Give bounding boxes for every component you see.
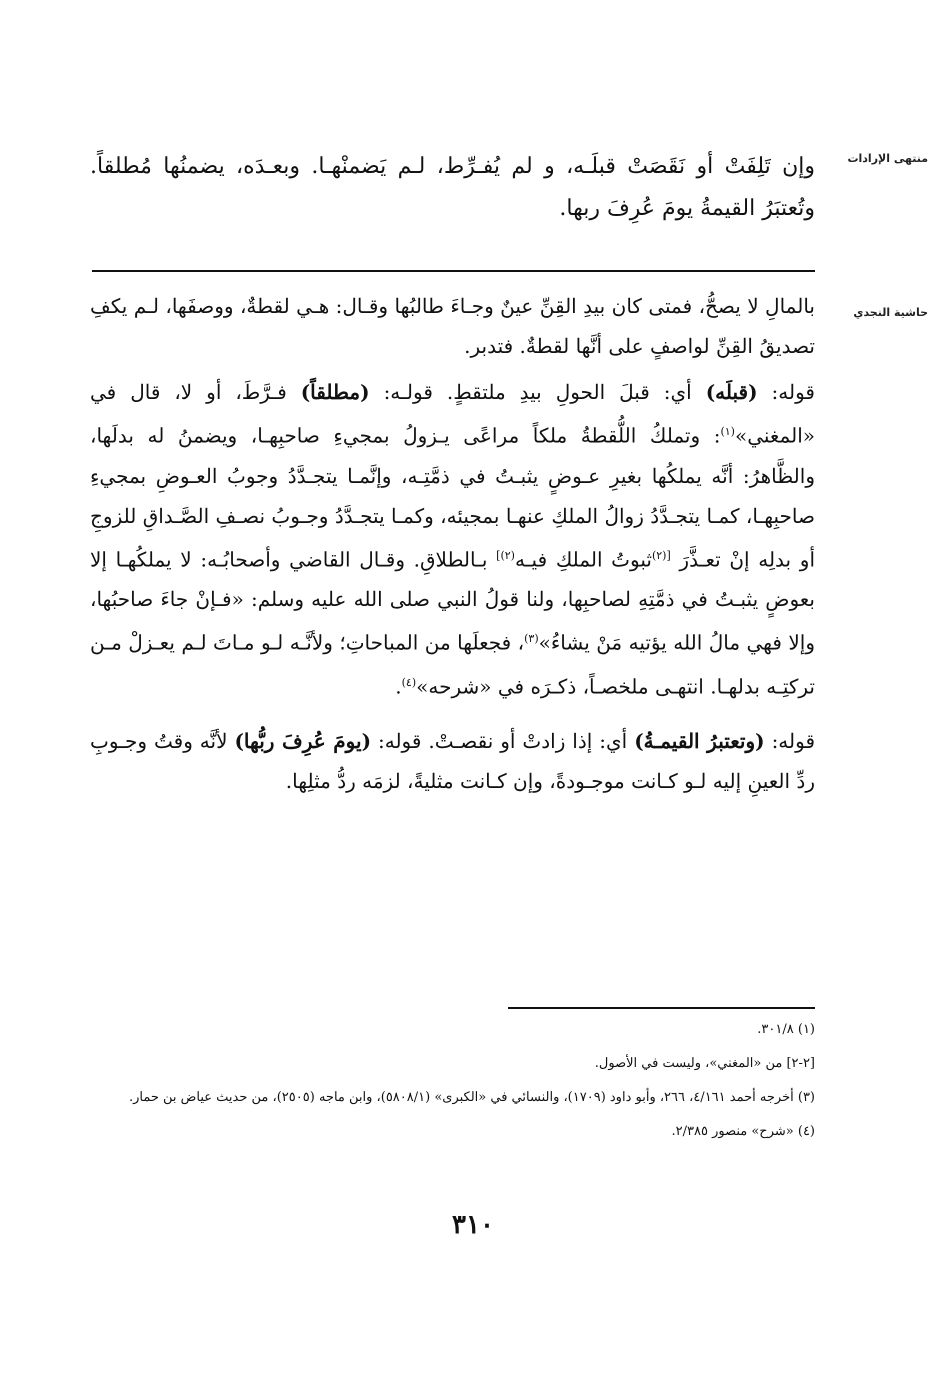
- quote-lead: قوله:: [764, 728, 816, 753]
- sharh-paragraph-3: [90, 721, 815, 801]
- commentary-text: أي: إذا زادتْ أو نقصـتْ. قوله:: [371, 728, 635, 753]
- commentary-text: أي: قبلَ الحولِ بيدِ ملتقطٍ. قولـه:: [369, 380, 706, 404]
- commentary-text: .: [395, 674, 402, 699]
- page-number: ٣١٠: [452, 1210, 494, 1240]
- footnote-divider: [508, 1007, 815, 1009]
- commentary-text: ثبوتُ الملكِ فيـه: [514, 547, 652, 572]
- commentary-text: : وتملكُ اللُّقطةُ ملكاً مراعًى يـزولُ بمجيءِ صاحبِهـا، ويضمنُ له بدلَها، والظَّاهرُ: أنَّه يملكُها بغيرِ عـوضٍ يثبـتُ في ذمَّتِـه، وإنَّمـا يتجـدَّدُ وجوبُ العـوضِ بمجيءِ صاحبِهـا، كمـا يتجـدَّدُ زوالُ الملكِ عنهـا بمجيئه، وكمـا يتجـدَّدُ وجـوبُ نصـفِ الصَّـداقِ للزوجِ أو بدلِه إنْ تعـذَّرَ: [90, 423, 815, 572]
- footnotes: [100, 1018, 815, 1154]
- quoted-term: (مطلقاً): [300, 380, 370, 404]
- commentary-text: لأنَّه وقتُ وجـوبِ ردِّ العينِ إليه لـو كـانت موجـودةً، وإن كـانت مثليةً، لزمَه ردُّ مثلِها.: [90, 728, 815, 793]
- footnote-1: (١) ٣٠١/٨.: [757, 1022, 815, 1037]
- quoted-term: (قبلَه): [705, 380, 758, 404]
- matn-text: وإن تَلِفَتْ أو نَقَصَتْ قبلَـه، و لم يُفـرِّط، لـم يَضمنْهـا. وبعـدَه، يضمنُها مُطلقاً. وتُعتبَرُ القيمةُ يومَ عُرِفَ ربها.: [90, 154, 815, 221]
- sharh-source-label: حاشية النجدي: [853, 306, 928, 319]
- quoted-term: (وتعتبرُ القيمـةُ): [634, 728, 765, 753]
- commentary-text: ، فجعلَها من المباحاتِ؛ ولأنَّـه لـو مـاتَ لـم يعـزلْ مـن تركتِـه بدلهـا. انتهـى ملخصـاً، ذكـرَه في «شرحه»: [90, 630, 815, 699]
- quoted-term: (يومَ عُرِفَ ربُّها): [234, 728, 372, 753]
- quote-lead: قوله:: [757, 380, 815, 404]
- footnote-marker: (٢)]: [496, 548, 515, 562]
- footnote-3: (٣) أخرجه أحمد ٤/١٦١، ٢٦٦، وأبو داود (١٧٠٩)، والنسائي في «الكبرى» (٥٨٠٨/١)، وابن ماجه (٢٥٠٥)، من حديث عياض بن حمار.: [128, 1090, 815, 1105]
- matn-source-label: منتهى الإرادات: [847, 152, 928, 165]
- footnote-marker: [(٢): [651, 548, 671, 562]
- footnote-marker: (٣): [524, 632, 539, 646]
- footnote-2: [٢-٢] من «المغني»، وليست في الأصول.: [594, 1056, 815, 1071]
- footnote-4: (٤) «شرح» منصور ٢/٣٨٥.: [671, 1124, 815, 1139]
- commentary-text: فـرَّطَ، أو لا، قال في «المغني»: [90, 380, 816, 448]
- sharh-paragraph-2: [90, 372, 815, 707]
- footnote-marker: (١): [720, 425, 735, 438]
- footnote-marker: (٤): [401, 675, 417, 689]
- sharh-paragraph-1: بالمالِ لا يصحُّ، فمتى كان بيدِ القِنِّ عينٌ وجـاءَ طالبُها وقـال: هـي لقطةٌ، ووصفَها، لـم يكفِ تصديقُ القِنِّ لواصفٍ على أنَّها لقطةٌ. فتدبر.: [90, 294, 815, 358]
- section-divider: [92, 270, 815, 272]
- sharh-body: [90, 286, 815, 801]
- commentary-text: بـالطلاقِ. وقـال القاضي وأصحابُـه: لا يملكُهـا إلا بعوضٍ يثبـتُ في ذمَّتِهِ لصاحبِها، ولنا قولُ النبي صلى الله عليه وسلم: «فـإنْ جاءَ صاحبُها، وإلا فهي مالُ الله يؤتيه مَنْ يشاءُ»: [90, 547, 815, 655]
